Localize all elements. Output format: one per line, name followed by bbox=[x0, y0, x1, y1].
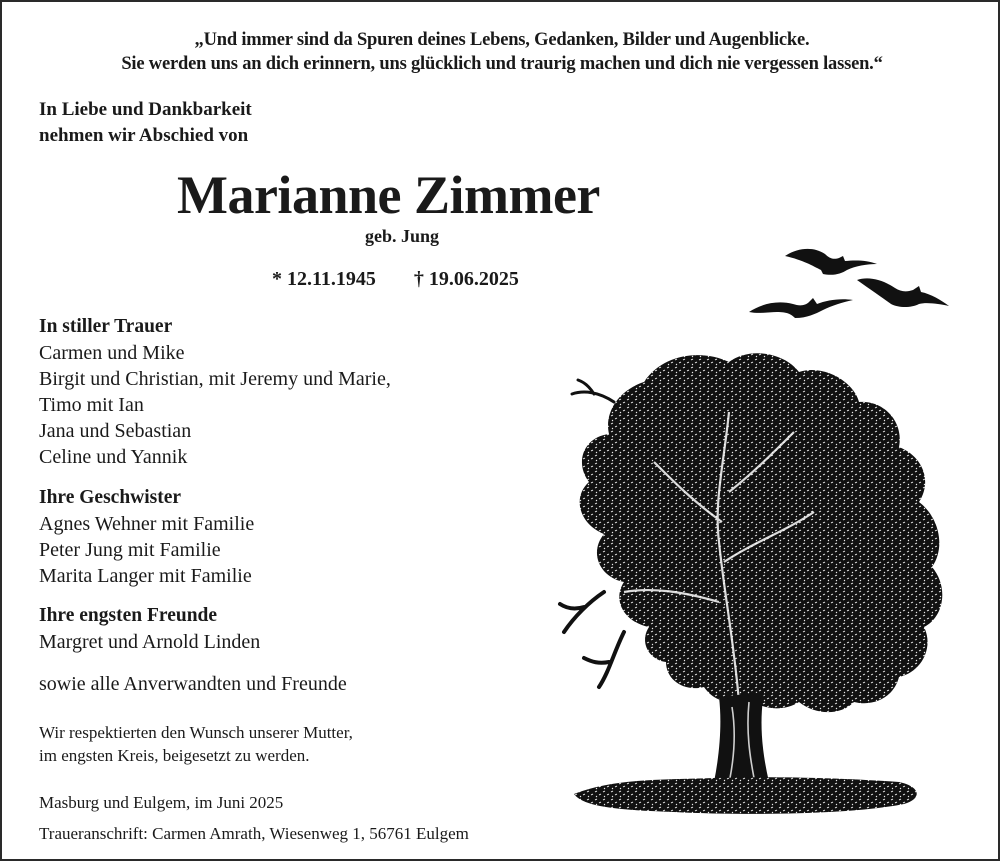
memorial-quote bbox=[2, 28, 1000, 76]
note-line-1: Wir respektierten den Wunsch unserer Mutter, bbox=[39, 723, 353, 742]
quote-line-1: „Und immer sind da Spuren deines Lebens, Gedanken, Bilder und Augenblicke. bbox=[194, 30, 810, 50]
mourner-group-friends bbox=[39, 603, 260, 655]
death-date: † 19.06.2025 bbox=[413, 268, 519, 290]
intro-line-1: In Liebe und Dankbarkeit bbox=[39, 99, 252, 120]
mourner-name: Celine und Yannik bbox=[39, 446, 188, 468]
birth-date: * 12.11.1945 bbox=[272, 268, 376, 290]
mourner-name: Jana und Sebastian bbox=[39, 420, 192, 442]
place-and-date: Masburg und Eulgem, im Juni 2025 bbox=[39, 793, 284, 812]
intro-text bbox=[39, 97, 252, 149]
mourner-name: Carmen und Mike bbox=[39, 342, 185, 364]
note-line-2: im engsten Kreis, beigesetzt zu werden. bbox=[39, 746, 310, 765]
mourner-group-children bbox=[39, 314, 391, 470]
maiden-name: geb. Jung bbox=[365, 226, 440, 246]
group-heading: In stiller Trauer bbox=[39, 316, 173, 337]
intro-line-2: nehmen wir Abschied von bbox=[39, 125, 249, 146]
flying-birds-icon bbox=[747, 234, 952, 324]
deceased-name: Marianne Zimmer bbox=[177, 165, 600, 225]
mourner-name: Marita Langer mit Familie bbox=[39, 565, 252, 587]
group-heading: Ihre engsten Freunde bbox=[39, 605, 218, 626]
mourning-address: Traueranschrift: Carmen Amrath, Wiesenweg 1, 56761 Eulgem bbox=[39, 824, 469, 843]
also-mourning: sowie alle Anverwandten und Freunde bbox=[39, 673, 347, 695]
mourner-group-siblings bbox=[39, 485, 254, 589]
mourner-name: Margret und Arnold Linden bbox=[39, 631, 261, 653]
quote-line-2: Sie werden uns an dich erinnern, uns glücklich und traurig machen und dich nie vergessen lassen.“ bbox=[121, 54, 883, 74]
burial-note bbox=[39, 721, 353, 767]
mourner-name: Birgit und Christian, mit Jeremy und Marie, bbox=[39, 368, 391, 390]
group-heading: Ihre Geschwister bbox=[39, 487, 182, 508]
tree-illustration bbox=[554, 342, 954, 822]
life-dates bbox=[272, 266, 519, 292]
mourner-name: Timo mit Ian bbox=[39, 394, 144, 416]
mourner-name: Peter Jung mit Familie bbox=[39, 539, 221, 561]
mourner-name: Agnes Wehner mit Familie bbox=[39, 513, 255, 535]
